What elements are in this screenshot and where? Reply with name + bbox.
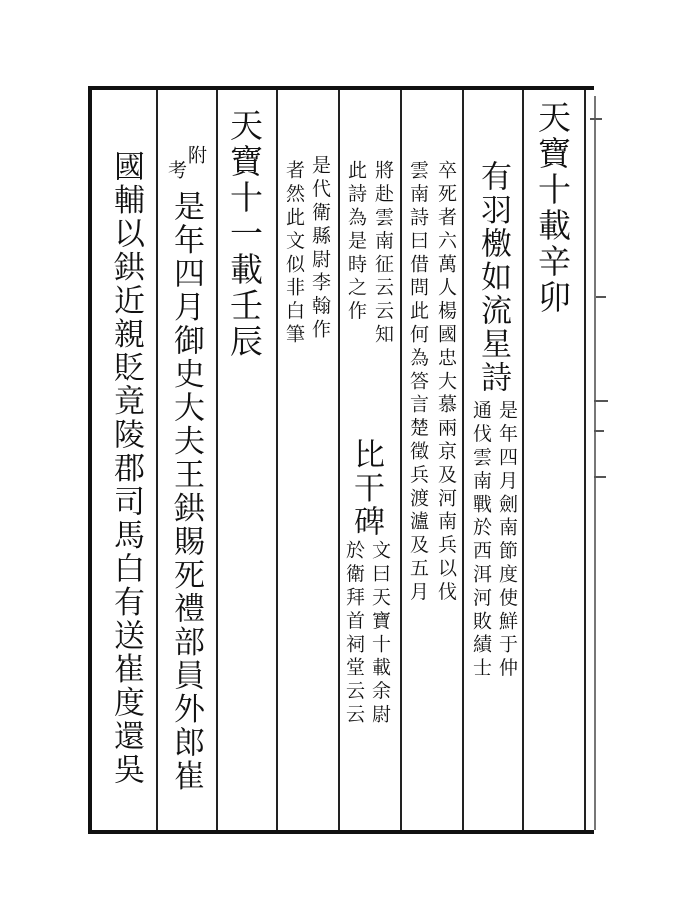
stele-title: 比干碑 <box>348 438 384 539</box>
annotation-line: 於衛拜首祠堂云云 <box>343 540 365 728</box>
column-rule <box>276 90 278 830</box>
frame-left-border <box>88 86 92 834</box>
appendix-mark: 附 <box>185 145 207 169</box>
annotation-line: 卒死者六萬人楊國忠大慕兩京及河南兵以伐 <box>435 160 457 605</box>
annotation-line: 將赴雲南征云云知 <box>372 160 394 348</box>
annotation-line: 是代衛縣尉李翰作 <box>309 155 331 343</box>
column-rule <box>216 90 218 830</box>
frame-top-border <box>88 86 594 90</box>
column-rule <box>522 90 524 830</box>
fold-tick <box>594 430 604 432</box>
annotation-line: 雲南詩曰借問此何為答言楚徵兵渡瀘及五月 <box>407 160 429 605</box>
fold-tick <box>594 400 608 402</box>
fold-tick <box>594 476 606 478</box>
main-text-line: 國輔以鉷近親貶竟陵郡司馬白有送崔度還吳 <box>108 150 144 787</box>
column-rule <box>156 90 158 830</box>
frame-bottom-border <box>88 830 594 834</box>
year-heading-tianbao-11: 天寶十一載壬辰 <box>225 108 264 360</box>
poem-title: 有羽檄如流星詩 <box>475 160 511 395</box>
annotation-line: 此詩為是時之作 <box>345 160 367 324</box>
annotation-line: 通伐雲南戰於西洱河敗績士 <box>470 400 492 681</box>
fold-line <box>594 96 596 830</box>
year-heading-tianbao-10: 天寶十載辛卯 <box>533 100 572 316</box>
fold-tick <box>596 296 606 298</box>
annotation-line: 是年四月劍南節度使鮮于仲 <box>496 400 518 681</box>
annotation-line: 者然此文似非白筆 <box>283 160 305 348</box>
fold-tick <box>590 118 602 120</box>
column-rule <box>462 90 464 830</box>
annotation-line: 文曰天寶十載余尉 <box>369 540 391 728</box>
appendix-mark: 考 <box>165 160 187 184</box>
main-text-line: 是年四月御史大夫王鉷賜死禮部員外郎崔 <box>168 190 204 793</box>
column-rule <box>400 90 402 830</box>
column-rule <box>584 90 586 830</box>
column-rule <box>338 90 340 830</box>
